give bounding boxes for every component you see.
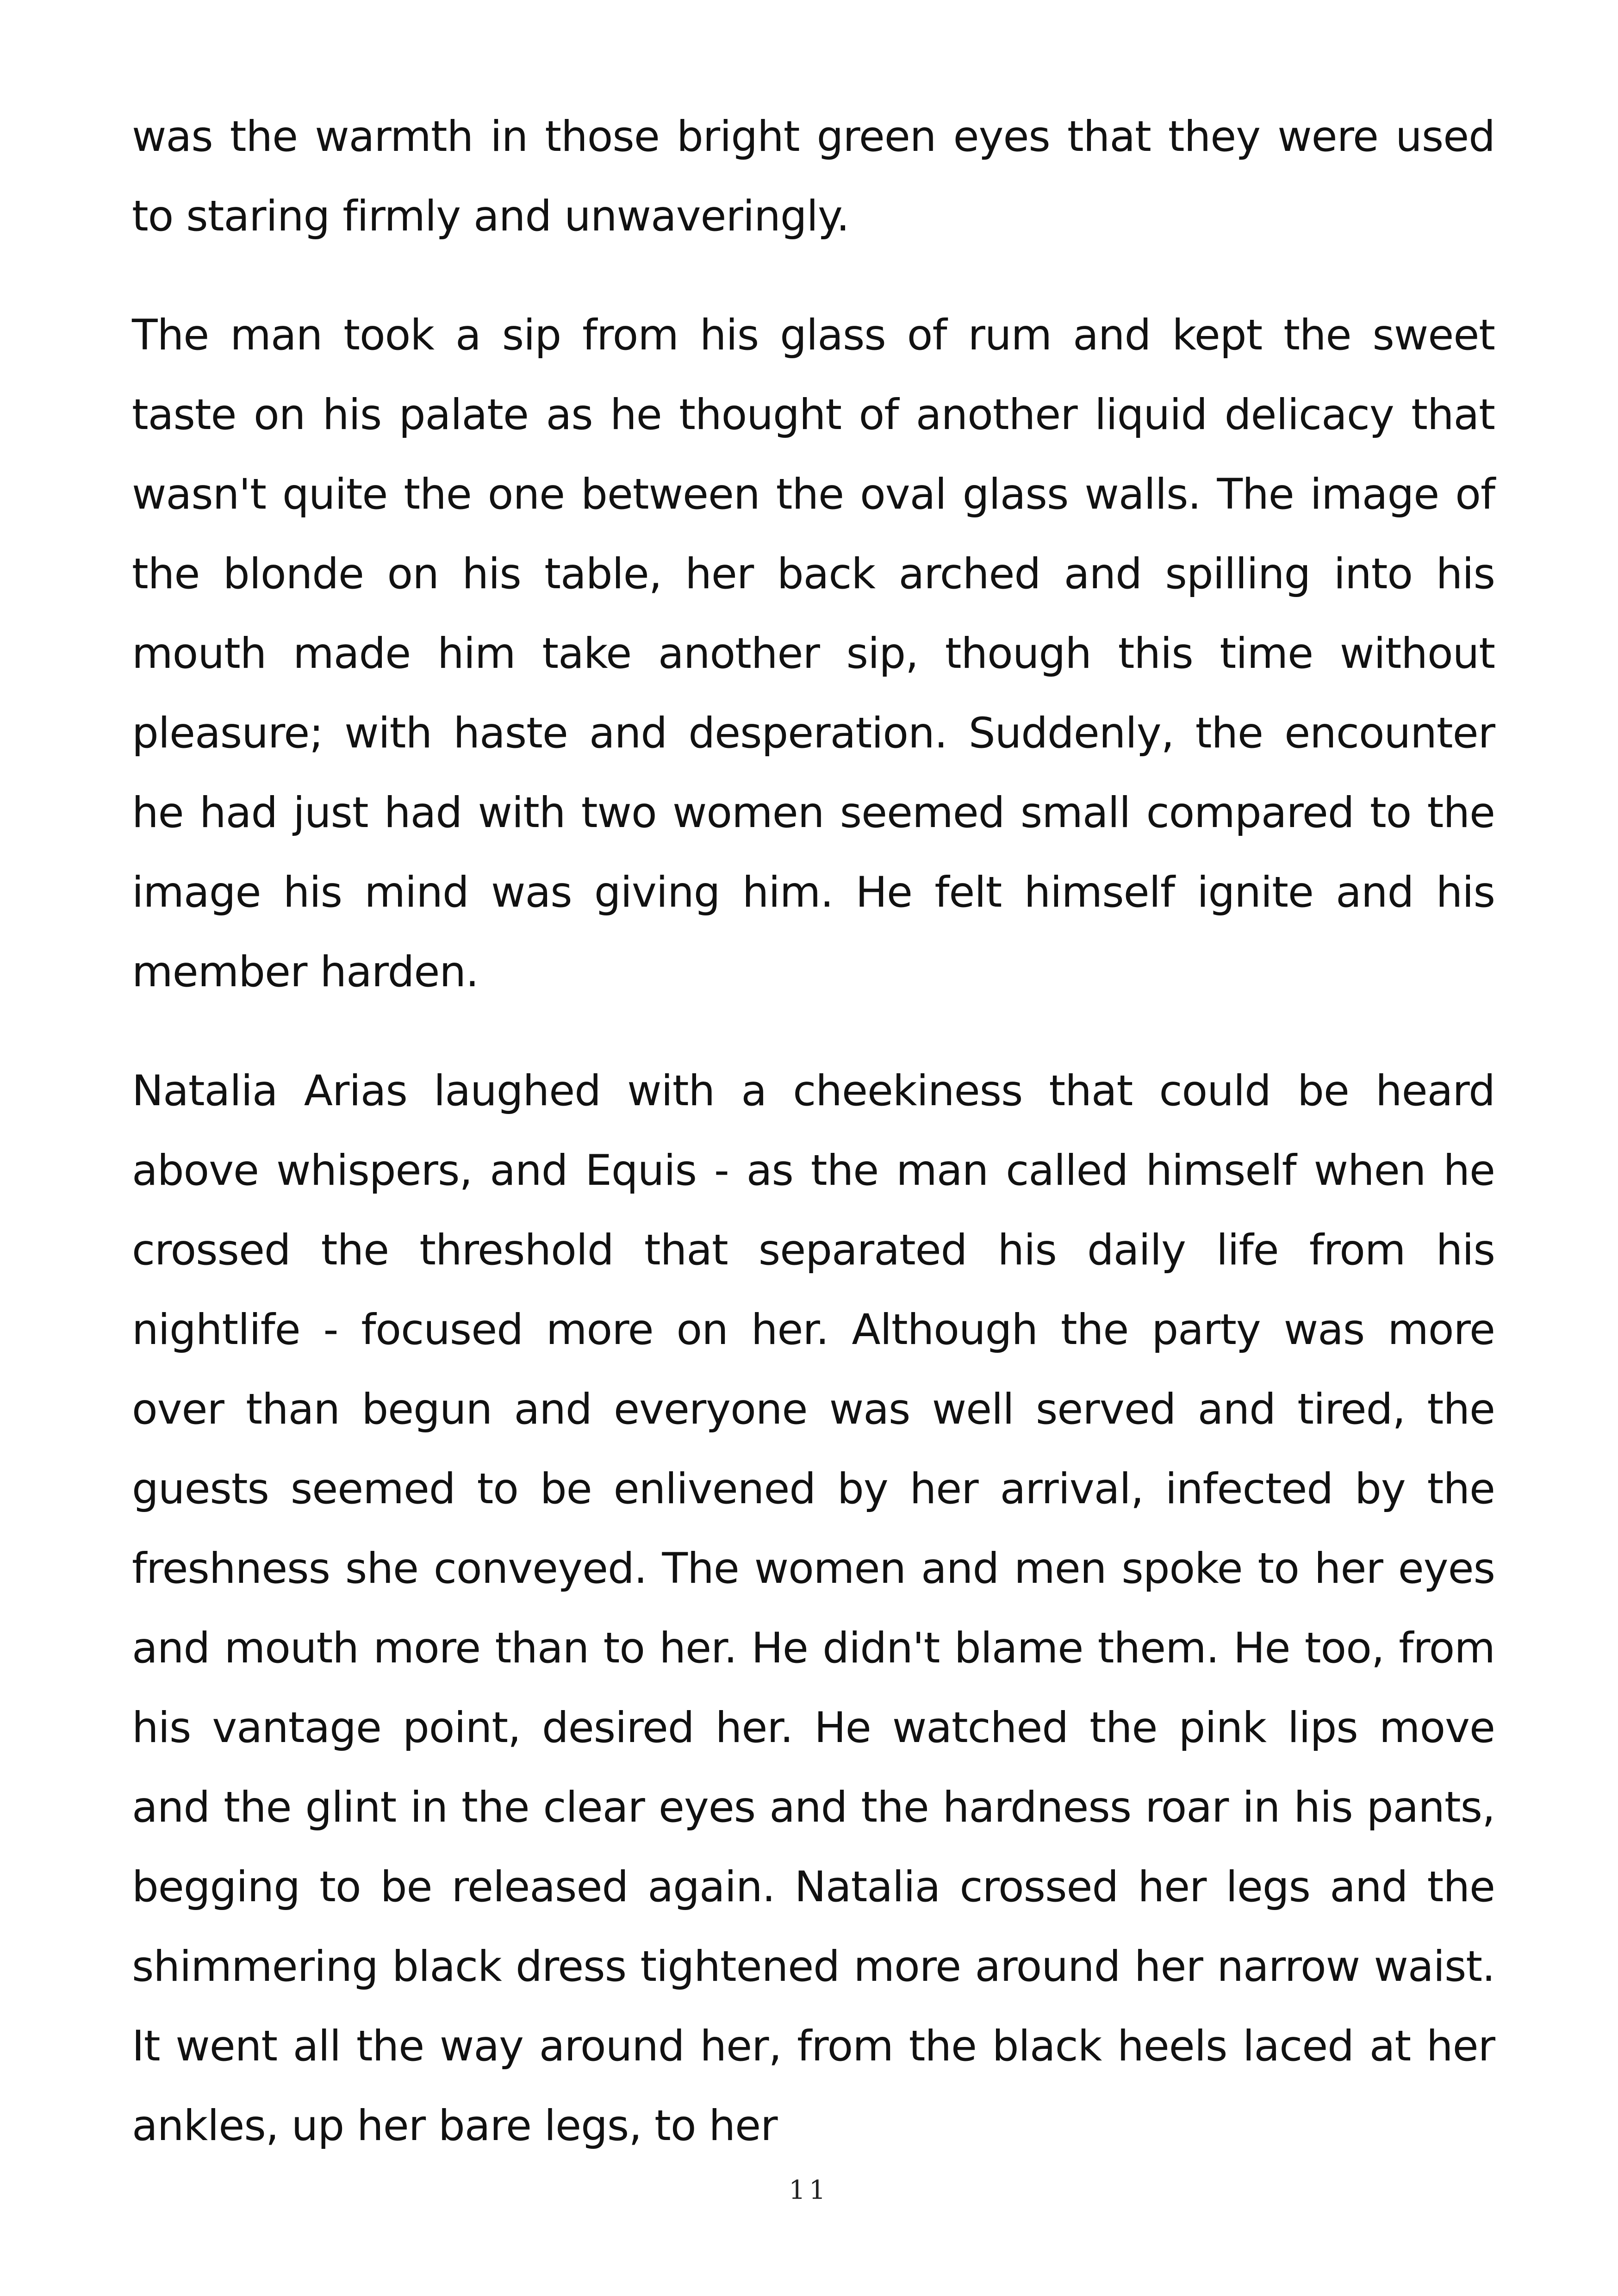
paragraph-1: was the warmth in those bright green eyes that they were used to staring firmly and unwaveringly.	[132, 112, 1495, 241]
paragraph-2: The man took a sip from his glass of rum and kept the sweet taste on his palate as he thought of another liquid delicacy that wasn't quite the one between the oval glass walls. The image of the blonde on his table, her back arched and spilling into his mouth made him take another sip, though this time without pleasure; with haste and desperation. Suddenly, the encounter he had just had with two women seemed small compared to the image his mind was giving him. He felt himself ignite and his member harden.	[132, 311, 1495, 996]
page-number: 11	[789, 2175, 829, 2205]
body-text	[132, 97, 1495, 2205]
paragraph-3: Natalia Arias laughed with a cheekiness that could be heard above whispers, and Equis - as the man called himself when he crossed the threshold that separated his daily life from his nightlife - focused more on her. Although the party was more over than begun and everyone was well served and tired, the guests seemed to be enlivened by her arrival, infected by the freshness she conveyed. The women and men spoke to her eyes and mouth more than to her. He didn't blame them. He too, from his vantage point, desired her. He watched the pink lips move and the glint in the clear eyes and the hardness roar in his pants, begging to be released again. Natalia crossed her legs and the shimmering black dress tightened more around her narrow waist. It went all the way around her, from the black heels laced at her ankles, up her bare legs, to her	[132, 1067, 1495, 2150]
